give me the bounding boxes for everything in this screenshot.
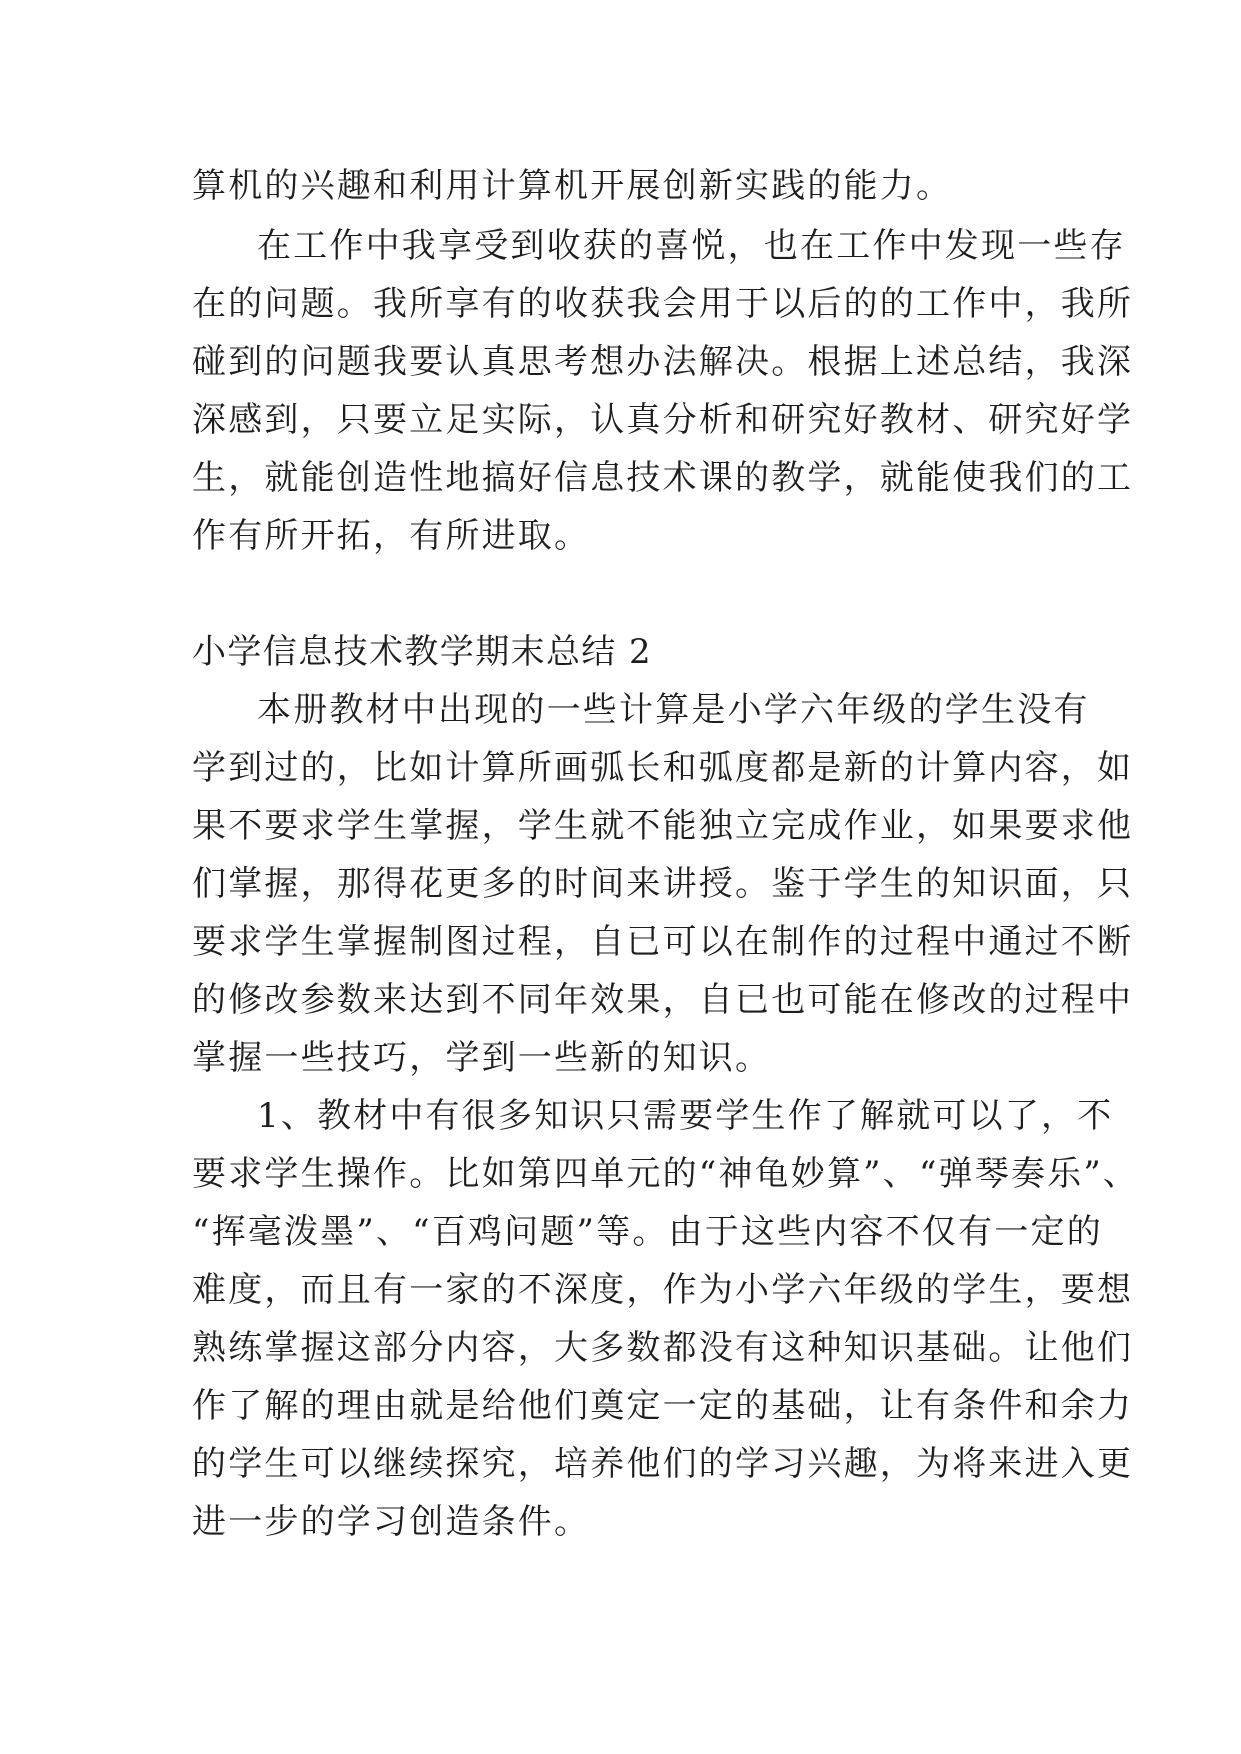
- text-line-16: 1、教材中有很多知识只需要学生作了解就可以了，不: [257, 1096, 1114, 1136]
- text-line-9: 本册教材中出现的一些计算是小学六年级的学生没有: [257, 690, 1090, 730]
- text-line-20: 熟练掌握这部分内容，大多数都没有这种知识基础。让他们: [192, 1328, 1134, 1368]
- section-heading: 小学信息技术教学期末总结 2: [192, 632, 653, 672]
- text-line-5: 深感到，只要立足实际，认真分析和研究好教材、研究好学: [192, 400, 1134, 440]
- text-line-1: 算机的兴趣和利用计算机开展创新实践的能力。: [192, 166, 953, 206]
- text-line-7: 作有所开拓，有所进取。: [192, 516, 591, 556]
- text-line-17: 要求学生操作。比如第四单元的“神龟妙算”、“弹琴奏乐”、: [192, 1154, 1140, 1194]
- text-line-19: 难度，而且有一家的不深度，作为小学六年级的学生，要想: [192, 1270, 1134, 1310]
- text-line-15: 掌握一些技巧，学到一些新的知识。: [192, 1038, 772, 1078]
- text-line-2: 在工作中我享受到收获的喜悦，也在工作中发现一些存: [257, 226, 1126, 266]
- text-line-13: 要求学生掌握制图过程，自已可以在制作的过程中通过不断: [192, 922, 1134, 962]
- text-line-10: 学到过的，比如计算所画弧长和弧度都是新的计算内容，如: [192, 748, 1134, 788]
- text-line-6: 生，就能创造性地搞好信息技术课的教学，就能使我们的工: [192, 458, 1134, 498]
- text-line-14: 的修改参数来达到不同年效果，自已也可能在修改的过程中: [192, 980, 1134, 1020]
- text-line-11: 果不要求学生掌握，学生就不能独立完成作业，如果要求他: [192, 806, 1134, 846]
- text-line-4: 碰到的问题我要认真思考想办法解决。根据上述总结，我深: [192, 342, 1134, 382]
- text-line-3: 在的问题。我所享有的收获我会用于以后的的工作中，我所: [192, 284, 1134, 324]
- text-line-18: “挥毫泼墨”、“百鸡问题”等。由于这些内容不仅有一定的: [192, 1212, 1103, 1252]
- text-line-22: 的学生可以继续探究，培养他们的学习兴趣，为将来进入更: [192, 1444, 1134, 1484]
- text-line-21: 作了解的理由就是给他们奠定一定的基础，让有条件和余力: [192, 1386, 1134, 1426]
- text-line-23: 进一步的学习创造条件。: [192, 1502, 591, 1542]
- text-line-12: 们掌握，那得花更多的时间来讲授。鉴于学生的知识面，只: [192, 864, 1134, 904]
